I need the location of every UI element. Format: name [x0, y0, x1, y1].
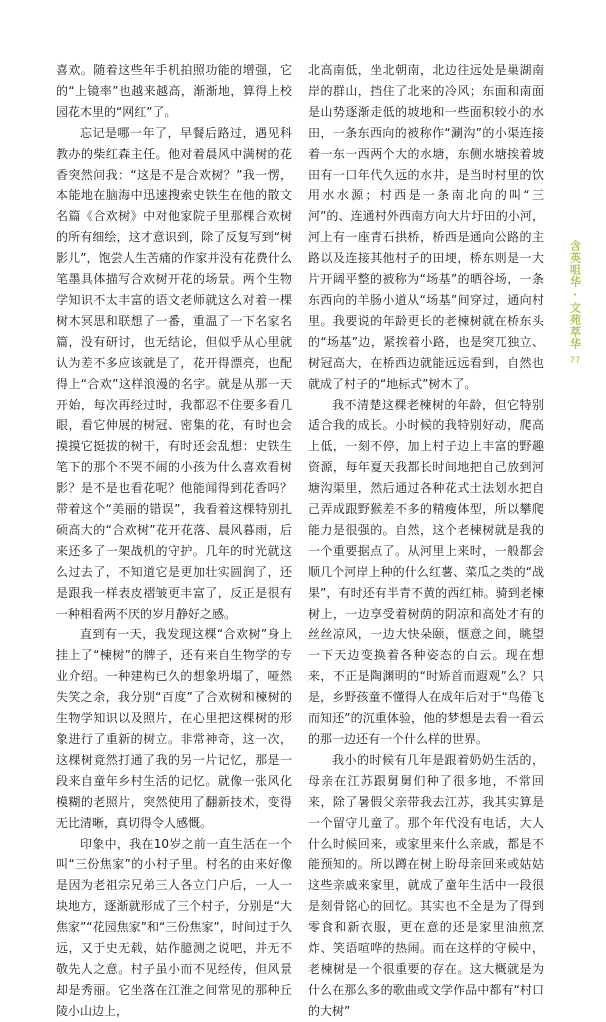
sidebar-char: 萃	[568, 326, 582, 338]
sidebar-separator: ·	[568, 288, 582, 302]
sidebar-char: 苑	[568, 314, 582, 326]
sidebar-char: 文	[568, 302, 582, 314]
left-column	[56, 60, 292, 1018]
sidebar-char: 含	[568, 240, 582, 252]
sidebar-char: 华	[568, 338, 582, 350]
paragraph: 直到有一天，我发现这棵“合欢树”身上挂上了“楝树”的牌子，还有来自生物学的专业介绍。一种建构已久的想象坍塌了，哑然失笑之余，我分别“百度”了合欢树和楝树的生物学知识以及照片，在心里把这棵树的形象进行了重新的树立。非常神奇，这一次，这棵树竟然打通了我的另一片记忆，那是一段来自童年乡村生活的记忆。就像一张风化模糊的老照片，突然使用了翻新技术，变得无比清晰，真切得令人感慨。	[56, 627, 292, 830]
section-sidebar	[564, 240, 586, 366]
sidebar-char: 咀	[568, 264, 582, 276]
paragraph: 我不清楚这棵老楝树的年龄，但它特别适合我的成长。小时候的我特别好动，爬高上低，一刻不停，加上村子边上丰富的野趣资源，每年夏天我都长时间地把自己放到河塘沟渠里，然后通过各种花式土法划水把自己弄成跟野猴差不多的精瘦体型，所以攀爬能力是很强的。自然，这个老楝树就是我的一个重要据点了。从河里上来时，一般都会顺几个河岸上种的什么红薯、菜瓜之类的“战果”，有时还有半青不黄的西红柿。骑到老楝树上，一边享受着树荫的阴凉和高处才有的丝丝凉风，一边大快朵颐，惬意之间，眺望一下天边变换着各种姿态的白云。现在想来，不正是陶渊明的“时矫首而遐观”么？只是，乡野孩童不懂得人在成年后对于“鸟倦飞而知还”的沉重体验，他的梦想是去看一看云的那一边还有一个什么样的世界。	[308, 397, 544, 746]
right-column	[308, 60, 544, 1018]
paragraph-continuation: 北高南低，坐北朝南，北边往远处是巢湖南岸的群山，挡住了北来的冷风；东面和南面是山势逐渐走低的坡地和一些面积较小的水田，一条东西向的被称作“涮沟”的小渠连接着一东一西两个大的水塘，东侧水塘挨着坡田有一口年代久远的水井，是当时村里的饮用水水源；村西是一条南北向的叫“三河”的、连通村外西南方向大片圩田的小河，河上有一座青石拱桥，桥西是通向公路的主路以及连接其他村子的田埂，桥东则是一大片开阔平整的被称为“场基”的晒谷场，一条东西向的羊肠小道从“场基”间穿过，通向村里。我要说的年龄更长的老楝树就在桥东头的“场基”边，紧挨着小路，也是突兀独立、树冠高大，在桥西边就能远远看到，自然也就成了村子的“地标式”树木了。	[308, 63, 544, 391]
paragraph: 我小的时候有几年是跟着奶奶生活的，母亲在江苏跟舅舅们种了很多地，不常回来，除了暑假父亲带我去江苏，我其实算是一个留守儿童了。那个年代没有电话，大人什么时候回来，或家里来什么亲戚，都是不能预知的。所以蹲在树上盼母亲回来或姑姑这些亲戚来家里，就成了童年生活中一段很是刻骨铭心的回忆。其实也不全是为了得到零食和新衣服，更在意的还是家里油煎烹炸、笑语喧哗的热闹。而在这样的守候中，老楝树是一个很重要的存在。这大概就是为什么在那么多的歌曲或文学作品中都有“村口的大树”	[308, 752, 544, 1018]
paragraph-continuation: 喜欢。随着这些年手机拍照功能的增强，它的“上镜率”也越来越高，渐渐地，算得上校园花木里的“网红”了。	[56, 63, 292, 119]
page-number: 77	[569, 356, 581, 366]
paragraph: 忘记是哪一年了，早餐后路过，遇见科教办的柴红森主任。他对着晨风中满树的花香突然问我：“这是不是合欢树？”我一愣，本能地在脑海中迅速搜索史铁生在他的散文名篇《合欢树》中对他家院子里那棵合欢树的所有细绘，这才意识到，除了反复写到“树影儿”，饱尝人生苦痛的作家并没有花费什么笔墨具体描写合欢树开花的场景。两个生物学知识不太丰富的语文老师就这么对着一棵树木冥思和联想了一番，重温了一下名家名篇，没有研讨，也无结论，但似乎从心里就认为差不多应该就是了，花开得漂亮，也配得上“合欢”这样浪漫的名字。就是从那一天开始，每次再经过时，我都忍不住要多看几眼，看它伸展的树冠、密集的花，有时也会摸摸它挺拔的树干，有时还会乱想：史铁生笔下的那个不哭不闹的小孩为什么喜欢看树影？是不是也看花呢？他能闻得到花香吗？带着这个“美丽的错误”，我看着这棵特别扎硕高大的“合欢树”花开花落、晨风暮雨，后来还多了一架战机的守护。几年的时光就这么过去了，不知道它是更加壮实圆润了，还是跟我一样表皮褶皱更丰富了，反正是很有一种相看两不厌的岁月静好之感。	[56, 125, 292, 621]
paragraph: 印象中，我在10岁之前一直生活在一个叫“三份焦家”的小村子里。村名的由来好像是因为老祖宗兄弟三人各立门户后，一人一块地方，逐渐就形成了三个村子，分别是“大焦家”“花园焦家”和“三份焦家”，时间过于久远，又于史无载，姑作臆测之说吧，并无不敬先人之意。村子虽小而不见经传，但风景却是秀丽。它坐落在江淮之间常见的那种丘陵小山边上，	[56, 836, 292, 1018]
sidebar-char: 英	[568, 252, 582, 264]
sidebar-char: 华	[568, 276, 582, 288]
